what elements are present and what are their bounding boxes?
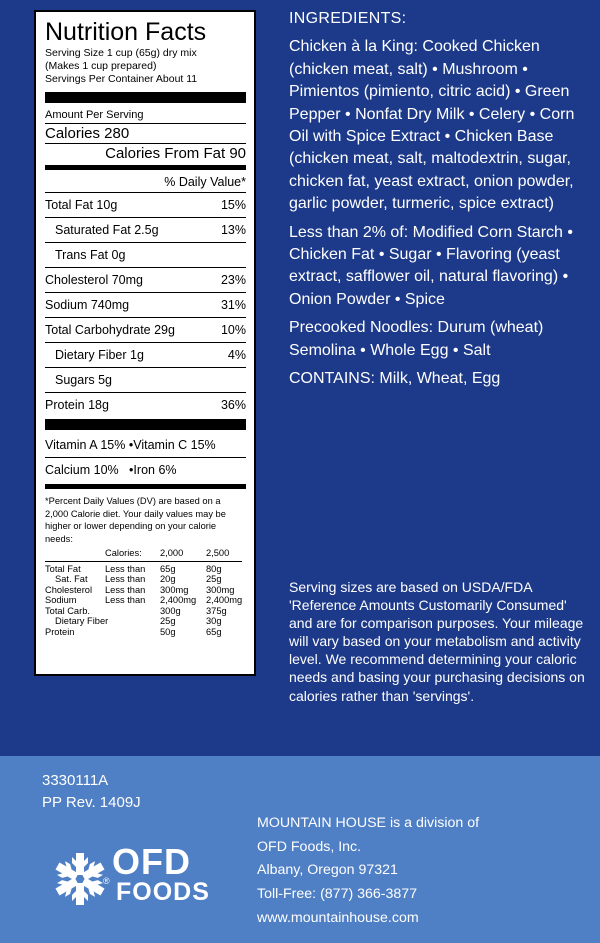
dv-table-row — [45, 561, 242, 574]
dv-cell: Less than — [105, 584, 146, 595]
dv-cell: Sat. Fat — [55, 574, 88, 584]
nutrient-label: Protein 18g — [45, 398, 109, 412]
dv-cell — [105, 606, 160, 617]
nutrient-label: Trans Fat 0g — [55, 248, 126, 262]
dv-cell: 300g — [160, 605, 181, 616]
product-codes — [42, 770, 141, 814]
nutrient-row — [45, 342, 246, 367]
dv-cell: Cholesterol — [45, 584, 93, 595]
nutrient-label: Total Fat 10g — [45, 198, 118, 212]
amount-per-serving: Amount Per Serving — [45, 109, 144, 121]
dv-cell: 30g — [206, 616, 222, 626]
dv-cell: Less than — [105, 574, 146, 584]
divider-thick — [45, 92, 246, 103]
minerals-line: Calcium 10% •Iron 6% — [45, 463, 177, 477]
ingredients-paragraph: Less than 2% of: Modified Corn Starch • Chicken Fat • Sugar • Flavoring (yeast extract, safflower oil, natural flavoring) • Onion Powder • Spice — [289, 223, 573, 308]
nutrient-label: Sodium 740mg — [45, 298, 130, 312]
nutrient-label: Total Carbohydrate 29g — [45, 323, 175, 337]
dv-cell: 65g — [206, 626, 222, 637]
dv-cell: 80g — [206, 563, 222, 574]
nutrient-row — [45, 392, 246, 417]
dv-table-row — [45, 585, 242, 596]
nutrient-dv: 10% — [220, 323, 246, 337]
nutrient-row — [45, 292, 246, 317]
dv-cell — [105, 627, 160, 638]
nutrient-row — [45, 192, 246, 217]
dv-table-row — [45, 627, 242, 638]
dv-table-row — [45, 574, 242, 585]
dv-table-row — [45, 595, 242, 606]
ofd-foods-logo — [54, 841, 224, 908]
nutrient-label: Cholesterol 70mg — [45, 273, 143, 287]
dv-cell: Total Carb. — [45, 605, 90, 616]
vitamins-line: Vitamin A 15% •Vitamin C 15% — [45, 438, 216, 452]
ingredients-heading: INGREDIENTS: — [289, 10, 407, 27]
nutrient-dv: 15% — [220, 198, 246, 212]
ingredients-section — [289, 8, 589, 397]
dv-cell: Less than — [105, 595, 146, 605]
dv-cell: 50g — [160, 626, 176, 637]
ingredients-paragraph: Precooked Noodles: Durum (wheat) Semolina • Whole Egg • Salt — [289, 319, 544, 359]
logo-foods-text: FOODS — [116, 878, 210, 906]
dv-cell: 2,000 — [160, 548, 206, 561]
dv-cell: Total Fat — [45, 563, 81, 574]
company-division: MOUNTAIN HOUSE is a division of — [257, 815, 480, 831]
divider-medium — [45, 484, 246, 489]
nutrient-label: Sugars 5g — [55, 373, 112, 387]
serving-size: Serving Size 1 cup (65g) dry mix — [45, 47, 197, 59]
nutrient-label: Saturated Fat 2.5g — [55, 223, 159, 237]
dv-cell: Dietary Fiber — [55, 616, 109, 626]
servings-per-container: Servings Per Container About 11 — [45, 73, 198, 85]
company-website: www.mountainhouse.com — [257, 909, 419, 926]
nutrient-row — [45, 242, 246, 267]
nutrient-label: Dietary Fiber 1g — [55, 348, 144, 362]
nutrient-dv: 23% — [220, 273, 246, 287]
daily-value-footnote: *Percent Daily Values (DV) are based on a 2,000 Calorie diet. Your daily values may be higher or lower depending on your calorie needs: — [45, 496, 226, 544]
nutrient-dv: 36% — [220, 398, 246, 412]
dv-cell: 65g — [160, 563, 176, 574]
nutrient-dv: 13% — [220, 223, 246, 237]
dv-cell: Protein — [45, 626, 75, 637]
registered-mark: ® — [103, 876, 110, 886]
dv-cell: Sodium — [45, 595, 77, 605]
dv-cell: 375g — [206, 605, 227, 616]
nutrient-row — [45, 367, 246, 392]
company-name: OFD Foods, Inc. — [257, 838, 362, 855]
logo-ofd-text: OFD — [112, 841, 191, 882]
divider-thick — [45, 419, 246, 430]
serving-size-note: Serving sizes are based on USDA/FDA 'Reference Amounts Customarily Consumed' and are for comparison purposes. Your mileage will vary based on your metabolism and activity level. We recommend determining your caloric needs and basing your purchasing decisions on calories rather than 'servings'. — [289, 579, 585, 704]
product-code: 3330111A — [42, 772, 109, 789]
dv-cell: Calories: — [105, 548, 160, 561]
divider-medium — [45, 165, 246, 170]
nutrition-facts-panel — [34, 10, 256, 676]
dv-cell — [45, 548, 105, 561]
company-info — [257, 812, 479, 931]
calories-from-fat: Calories From Fat 90 — [105, 145, 246, 162]
daily-value-table — [45, 548, 242, 637]
dv-cell: 300mg — [160, 584, 189, 595]
company-address: Albany, Oregon 97321 — [257, 862, 398, 879]
revision-code: PP Rev. 1409J — [42, 794, 141, 811]
ingredients-paragraph: Chicken à la King: Cooked Chicken (chicken meat, salt) • Mushroom • Pimientos (pimiento, citric acid) • Green Pepper • Nonfat Dry Milk • Celery • Corn Oil with Spice Extract • Chicken Base (chicken meat, salt, maltodextrin, sugar, chicken fat, yeast extract, onion powder, garlic powder, turmeric, spice extract) — [289, 38, 575, 213]
nutrient-row — [45, 317, 246, 342]
dv-cell: 25g — [160, 616, 176, 626]
dv-cell: 2,400mg — [206, 595, 243, 605]
dv-table-row — [45, 616, 242, 627]
allergen-statement: CONTAINS: Milk, Wheat, Egg — [289, 370, 501, 388]
dv-cell: 2,400mg — [160, 595, 197, 605]
makes-amount: (Makes 1 cup prepared) — [45, 60, 157, 72]
company-phone: Toll-Free: (877) 366-3877 — [257, 886, 418, 903]
dv-table-row — [45, 606, 242, 617]
dv-table-header — [45, 548, 242, 561]
daily-value-header: % Daily Value* — [164, 175, 246, 189]
nutrient-row — [45, 217, 246, 242]
nutrition-title: Nutrition Facts — [45, 18, 207, 46]
calories: Calories 280 — [45, 125, 130, 142]
dv-cell: 20g — [160, 574, 176, 584]
dv-cell: 300mg — [206, 584, 235, 595]
dv-cell: 2,500 — [206, 548, 242, 561]
dv-cell: 25g — [206, 574, 222, 584]
nutrient-dv: 4% — [227, 348, 246, 362]
nutrient-row — [45, 267, 246, 292]
nutrient-dv: 31% — [220, 298, 246, 312]
dv-cell: Less than — [105, 563, 146, 574]
